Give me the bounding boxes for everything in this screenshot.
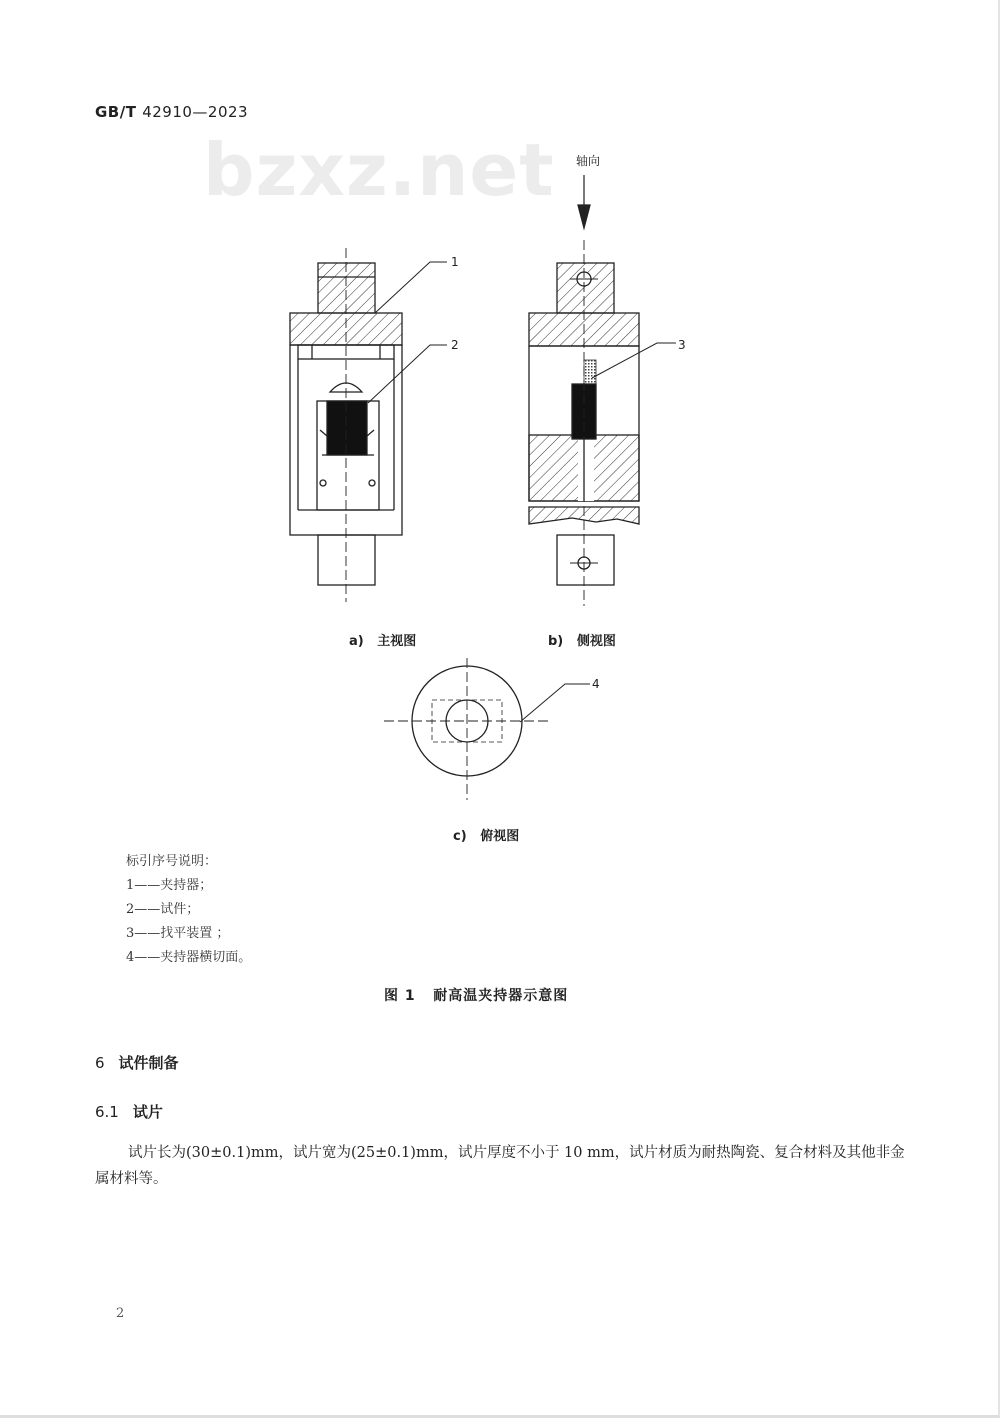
section-6-title: 试件制备 (118, 1054, 179, 1072)
caption-a-text: 主视图 (377, 634, 417, 649)
figure-title: 图 1 耐高温夹持器示意图 (384, 988, 569, 1004)
section-6-1-title: 试片 (132, 1103, 163, 1121)
side-view (529, 175, 676, 606)
callout-3: 3 (678, 338, 686, 352)
front-view (290, 248, 447, 602)
section-6-1-number: 6.1 (95, 1103, 119, 1121)
caption-a (349, 630, 416, 649)
caption-c-letter: c) (453, 829, 467, 844)
page-number: 2 (116, 1306, 125, 1321)
caption-c-text: 俯视图 (480, 829, 520, 844)
header-std: GB/T (95, 103, 137, 121)
section-6-heading (95, 1052, 179, 1073)
section-6-number: 6 (95, 1054, 105, 1072)
legend-item-1: 1——夹持器； (126, 878, 213, 893)
caption-b-letter: b) (548, 634, 564, 649)
legend-item-3: 3——找平装置 ； (126, 926, 230, 941)
watermark: bzxz.net (203, 128, 555, 212)
callout-4: 4 (592, 677, 600, 691)
legend-item-2: 2——试件； (126, 902, 200, 917)
specimen-paragraph: 试片长为(30±0.1)mm，试片宽为(25±0.1)mm，试片厚度不小于 10 mm，试片材质为耐热陶瓷、复合材料及其他非金属材料等。 (95, 1145, 905, 1187)
section-6-1-heading (95, 1101, 163, 1122)
caption-c (453, 825, 519, 844)
legend-title: 标引序号说明： (126, 854, 218, 869)
axis-label: 轴向 (576, 154, 601, 168)
caption-b-text: 侧视图 (576, 634, 616, 649)
callout-2: 2 (451, 338, 459, 352)
caption-a-letter: a) (349, 634, 364, 649)
header-number: 42910—2023 (142, 103, 249, 121)
caption-b (548, 630, 616, 649)
legend-item-4: 4——夹持器横切面。 (126, 950, 252, 965)
top-view (384, 658, 590, 800)
callout-1: 1 (451, 255, 459, 269)
